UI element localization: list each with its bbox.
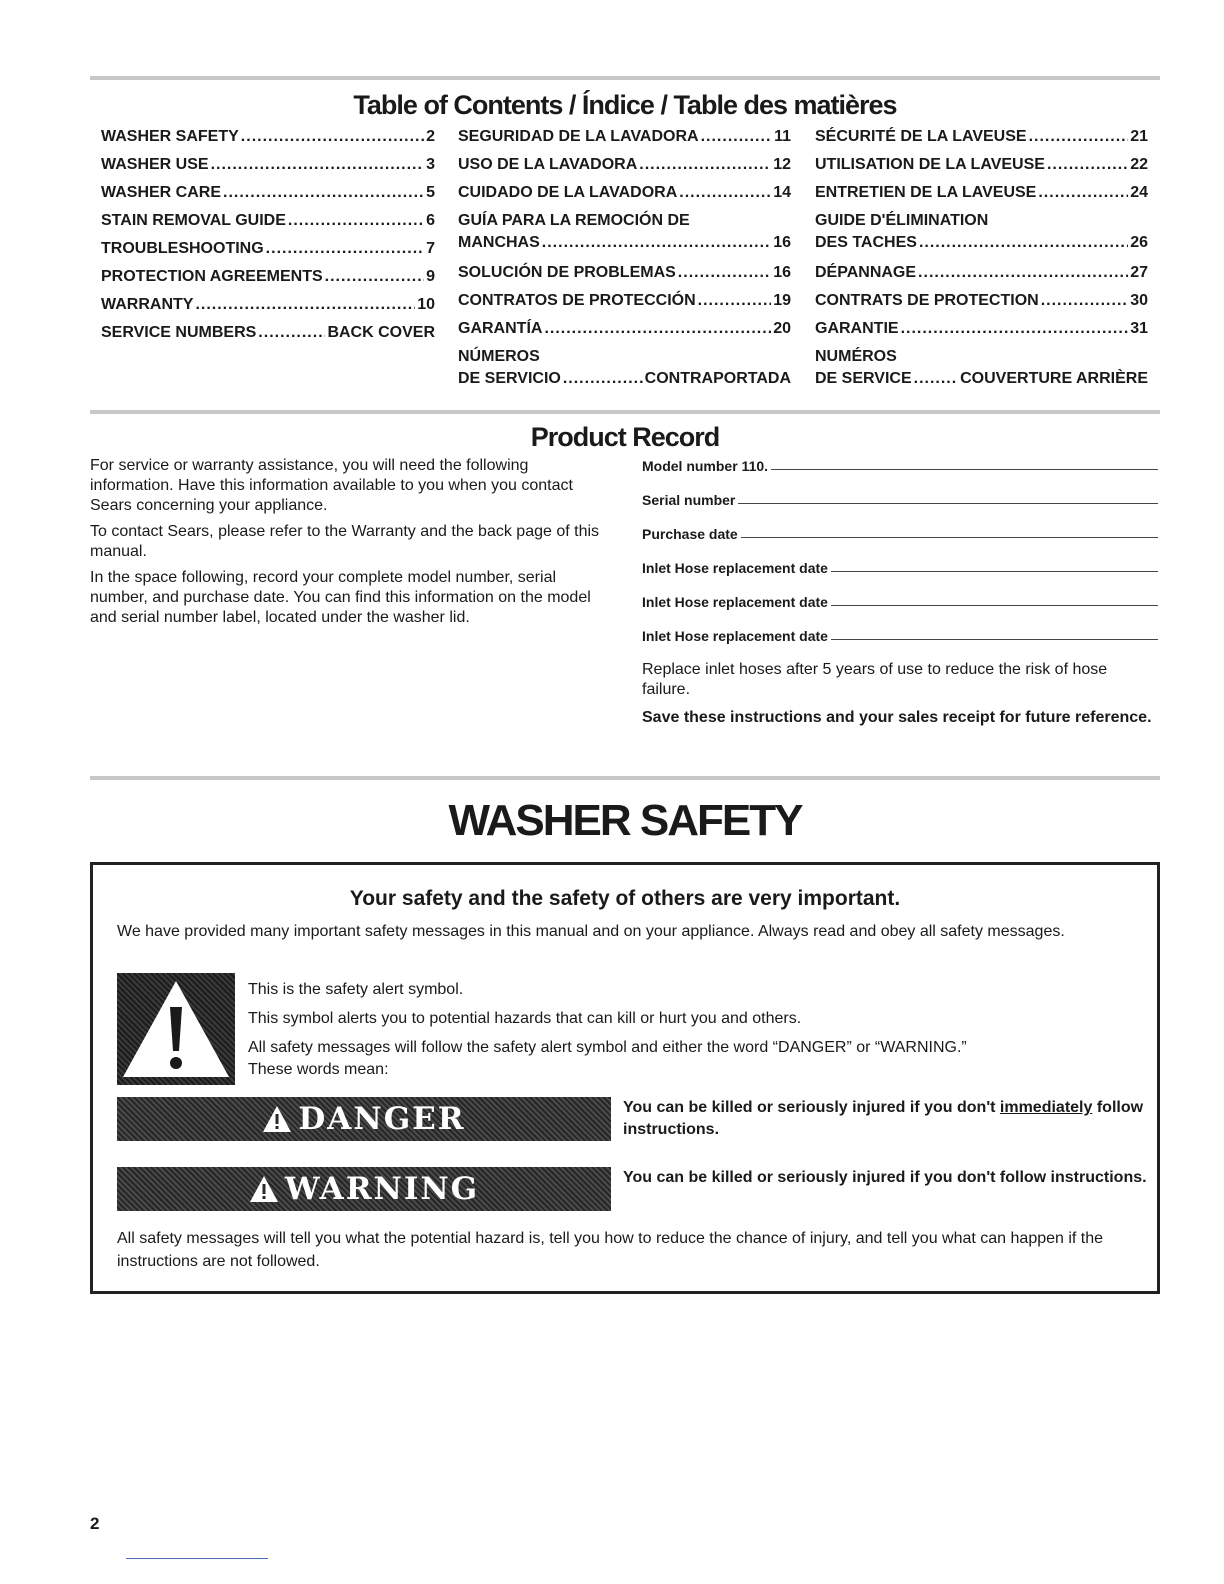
field-label: Purchase date bbox=[642, 526, 738, 542]
toc-entry-label: USO DE LA LAVADORA bbox=[458, 156, 638, 173]
toc-entry-page: 22 bbox=[1130, 156, 1148, 173]
toc-leader bbox=[544, 320, 771, 338]
toc-entry[interactable] bbox=[458, 156, 791, 184]
hose-replacement-date-field[interactable] bbox=[642, 576, 1158, 610]
hose-replacement-note: Replace inlet hoses after 5 years of use to reduce the risk of hose failure. bbox=[642, 661, 1108, 698]
page-number: 2 bbox=[90, 1514, 100, 1533]
toc-entry-page: 27 bbox=[1130, 264, 1148, 281]
safety-intro: We have provided many important safety messages in this manual and on your appliance. Always read and obey all safety messages. bbox=[117, 923, 1065, 940]
serial-number-field[interactable] bbox=[642, 474, 1158, 508]
field-label: Inlet Hose replacement date bbox=[642, 560, 828, 576]
toc-entry-page: 24 bbox=[1130, 184, 1148, 201]
purchase-date-field[interactable] bbox=[642, 508, 1158, 542]
danger-alert-icon bbox=[262, 1105, 292, 1133]
record-paragraph: For service or warranty assistance, you will need the following information. Have this information available to you when you contact Sears concerning your appliance. bbox=[90, 457, 573, 514]
safety-outro: All safety messages will tell you what the potential hazard is, tell you how to reduce the chance of injury, and tell you what can happen if the instructions are not followed. bbox=[117, 1230, 1104, 1270]
toc-leader bbox=[914, 370, 959, 388]
toc-leader bbox=[223, 184, 424, 202]
toc-entry-page: 10 bbox=[417, 296, 435, 313]
toc-leader bbox=[639, 156, 771, 174]
toc-entry[interactable] bbox=[101, 212, 435, 240]
toc-entry-page: COUVERTURE ARRIÈRE bbox=[960, 370, 1148, 387]
toc-entry[interactable] bbox=[815, 348, 1148, 400]
toc-entry-label: MANCHAS bbox=[458, 234, 540, 251]
toc-entry-page: 12 bbox=[773, 156, 791, 173]
toc-leader bbox=[679, 184, 771, 202]
toc-entry[interactable] bbox=[815, 320, 1148, 348]
toc-entry[interactable] bbox=[458, 320, 791, 348]
toc-entry-label: ENTRETIEN DE LA LAVEUSE bbox=[815, 184, 1037, 201]
alert-line: This symbol alerts you to potential hazards that can kill or hurt you and others. bbox=[248, 1010, 802, 1027]
field-blank-line[interactable] bbox=[831, 639, 1158, 640]
toc-entry-page: 14 bbox=[773, 184, 791, 201]
warning-signal-bar bbox=[117, 1167, 611, 1211]
toc-entry-page: 3 bbox=[426, 156, 435, 173]
toc-entry[interactable] bbox=[101, 240, 435, 268]
field-blank-line[interactable] bbox=[741, 537, 1158, 538]
toc-leader bbox=[563, 370, 643, 388]
toc-entry[interactable] bbox=[458, 184, 791, 212]
toc-entry-label: WASHER SAFETY bbox=[101, 128, 239, 145]
danger-description bbox=[623, 1097, 1153, 1141]
toc-spanish-column bbox=[458, 128, 791, 400]
field-label: Inlet Hose replacement date bbox=[642, 594, 828, 610]
toc-entry-label: DE SERVICE bbox=[815, 370, 912, 387]
toc-entry[interactable] bbox=[815, 128, 1148, 156]
toc-leader bbox=[918, 264, 1128, 282]
warning-alert-icon bbox=[249, 1175, 279, 1203]
toc-entry[interactable] bbox=[815, 292, 1148, 320]
top-rule bbox=[90, 76, 1160, 80]
toc-entry-label: WASHER USE bbox=[101, 156, 209, 173]
safety-heading: Your safety and the safety of others are very important. bbox=[349, 887, 901, 910]
field-label: Model number 110. bbox=[642, 458, 769, 474]
toc-entry-label: STAIN REMOVAL GUIDE bbox=[101, 212, 286, 229]
toc-entry-page: 16 bbox=[773, 234, 791, 251]
safety-alert-icon bbox=[117, 973, 235, 1085]
danger-text-end: follow instructions. bbox=[623, 1099, 1144, 1138]
toc-leader bbox=[1038, 184, 1128, 202]
toc-entry-page: 31 bbox=[1130, 320, 1148, 337]
product-record-instructions bbox=[90, 456, 610, 634]
field-blank-line[interactable] bbox=[771, 469, 1158, 470]
toc-entry-page: CONTRAPORTADA bbox=[644, 370, 791, 387]
alert-line: This is the safety alert symbol. bbox=[248, 981, 464, 998]
warning-triangle-icon bbox=[117, 973, 235, 1085]
danger-text: You can be killed or seriously injured if you don't bbox=[623, 1099, 1000, 1116]
toc-entry-page: 9 bbox=[426, 268, 435, 285]
toc-entry[interactable] bbox=[815, 184, 1148, 212]
toc-leader bbox=[266, 240, 424, 258]
alert-line: All safety messages will follow the safety alert symbol and either the word “DANGER” or “WARNING.” bbox=[248, 1039, 967, 1056]
toc-leader bbox=[901, 320, 1129, 338]
toc-entry-page: 5 bbox=[426, 184, 435, 201]
toc-entry-label: SEGURIDAD DE LA LAVADORA bbox=[458, 128, 699, 145]
save-instructions-note: Save these instructions and your sales receipt for future reference. bbox=[642, 709, 1152, 726]
toc-leader bbox=[258, 324, 325, 342]
toc-entry[interactable] bbox=[815, 212, 1148, 264]
field-label: Inlet Hose replacement date bbox=[642, 628, 828, 644]
toc-entry-label: SÉCURITÉ DE LA LAVEUSE bbox=[815, 128, 1027, 145]
toc-entry-page: 6 bbox=[426, 212, 435, 229]
toc-entry[interactable] bbox=[101, 184, 435, 212]
toc-entry-label-line1: NÚMEROS bbox=[458, 348, 540, 365]
toc-leader bbox=[542, 234, 771, 252]
toc-entry-page: 7 bbox=[426, 240, 435, 257]
toc-entry-label: SERVICE NUMBERS bbox=[101, 324, 257, 341]
toc-leader bbox=[241, 128, 424, 146]
toc-leader bbox=[325, 268, 424, 286]
section-rule bbox=[90, 410, 1160, 414]
danger-emphasis: immediately bbox=[999, 1099, 1093, 1116]
toc-entry[interactable] bbox=[101, 268, 435, 296]
footer-rule bbox=[126, 1558, 268, 1559]
product-record-form bbox=[642, 456, 1158, 728]
toc-leader bbox=[1047, 156, 1128, 174]
toc-entry-page: BACK COVER bbox=[327, 324, 435, 341]
toc-entry-label: TROUBLESHOOTING bbox=[101, 240, 264, 257]
field-blank-line[interactable] bbox=[831, 571, 1158, 572]
toc-leader bbox=[678, 264, 771, 282]
toc-entry[interactable] bbox=[458, 212, 791, 264]
toc-entry-label: CONTRATOS DE PROTECCIÓN bbox=[458, 292, 696, 309]
toc-leader bbox=[1041, 292, 1129, 310]
toc-entry-label: WARRANTY bbox=[101, 296, 194, 313]
toc-entry-label: UTILISATION DE LA LAVEUSE bbox=[815, 156, 1045, 173]
section-rule bbox=[90, 776, 1160, 780]
toc-english-column bbox=[101, 128, 435, 352]
toc-leader bbox=[701, 128, 772, 146]
field-label: Serial number bbox=[642, 492, 736, 508]
warning-label: WARNING bbox=[284, 1171, 480, 1207]
toc-leader bbox=[288, 212, 424, 230]
toc-entry-label: GARANTÍA bbox=[458, 320, 543, 337]
toc-entry[interactable] bbox=[101, 128, 435, 156]
toc-entry-label: CONTRATS DE PROTECTION bbox=[815, 292, 1039, 309]
toc-entry-label: GARANTIE bbox=[815, 320, 899, 337]
toc-entry[interactable] bbox=[458, 292, 791, 320]
field-blank-line[interactable] bbox=[831, 605, 1158, 606]
washer-safety-title: WASHER SAFETY bbox=[448, 796, 802, 845]
toc-entry[interactable] bbox=[458, 128, 791, 156]
hose-replacement-date-field[interactable] bbox=[642, 610, 1158, 644]
toc-leader bbox=[211, 156, 425, 174]
toc-entry-label-line1: GUIDE D'ÉLIMINATION bbox=[815, 212, 989, 229]
warning-description: You can be killed or seriously injured if you don't follow instructions. bbox=[623, 1169, 1147, 1186]
toc-entry-page: 21 bbox=[1130, 128, 1148, 145]
toc-entry-page: 26 bbox=[1130, 234, 1148, 251]
toc-entry-label: DE SERVICIO bbox=[458, 370, 561, 387]
toc-entry[interactable] bbox=[101, 156, 435, 184]
toc-leader bbox=[919, 234, 1128, 252]
toc-entry-label: DÉPANNAGE bbox=[815, 264, 917, 281]
record-paragraph: In the space following, record your complete model number, serial number, and purchase date. You can find this information on the model and serial number label, located under the washer lid. bbox=[90, 569, 591, 626]
toc-entry[interactable] bbox=[815, 264, 1148, 292]
toc-entry-label: CUIDADO DE LA LAVADORA bbox=[458, 184, 678, 201]
toc-entry-label-line1: NUMÉROS bbox=[815, 348, 897, 365]
toc-leader bbox=[698, 292, 772, 310]
toc-entry-label: SOLUCIÓN DE PROBLEMAS bbox=[458, 264, 676, 281]
toc-entry-page: 16 bbox=[773, 264, 791, 281]
record-paragraph: To contact Sears, please refer to the Warranty and the back page of this manual. bbox=[90, 523, 600, 560]
toc-entry-label: PROTECTION AGREEMENTS bbox=[101, 268, 323, 285]
safety-alert-explanation bbox=[248, 979, 1128, 1081]
danger-label: DANGER bbox=[298, 1101, 466, 1137]
toc-entry[interactable] bbox=[101, 324, 435, 352]
toc-entry-page: 20 bbox=[773, 320, 791, 337]
toc-entry-label-line1: GUÍA PARA LA REMOCIÓN DE bbox=[458, 212, 690, 229]
toc-leader bbox=[1029, 128, 1129, 146]
toc-entry-page: 2 bbox=[426, 128, 435, 145]
model-number-field[interactable] bbox=[642, 456, 1158, 474]
toc-french-column bbox=[815, 128, 1148, 400]
product-record-title: Product Record bbox=[530, 422, 720, 452]
toc-entry[interactable] bbox=[101, 296, 435, 324]
safety-message-box bbox=[90, 862, 1160, 1294]
toc-entry[interactable] bbox=[458, 264, 791, 292]
toc-leader bbox=[195, 296, 415, 314]
toc-title: Table of Contents / Índice / Table des matières bbox=[353, 90, 897, 120]
alert-line: These words mean: bbox=[248, 1061, 389, 1078]
toc-entry[interactable] bbox=[458, 348, 791, 400]
field-blank-line[interactable] bbox=[738, 503, 1158, 504]
toc-entry[interactable] bbox=[815, 156, 1148, 184]
toc-entry-label: DES TACHES bbox=[815, 234, 917, 251]
toc-entry-label: WASHER CARE bbox=[101, 184, 222, 201]
toc-entry-page: 30 bbox=[1130, 292, 1148, 309]
hose-replacement-date-field[interactable] bbox=[642, 542, 1158, 576]
toc-entry-page: 19 bbox=[773, 292, 791, 309]
toc-entry-page: 11 bbox=[774, 128, 791, 145]
danger-signal-bar bbox=[117, 1097, 611, 1141]
